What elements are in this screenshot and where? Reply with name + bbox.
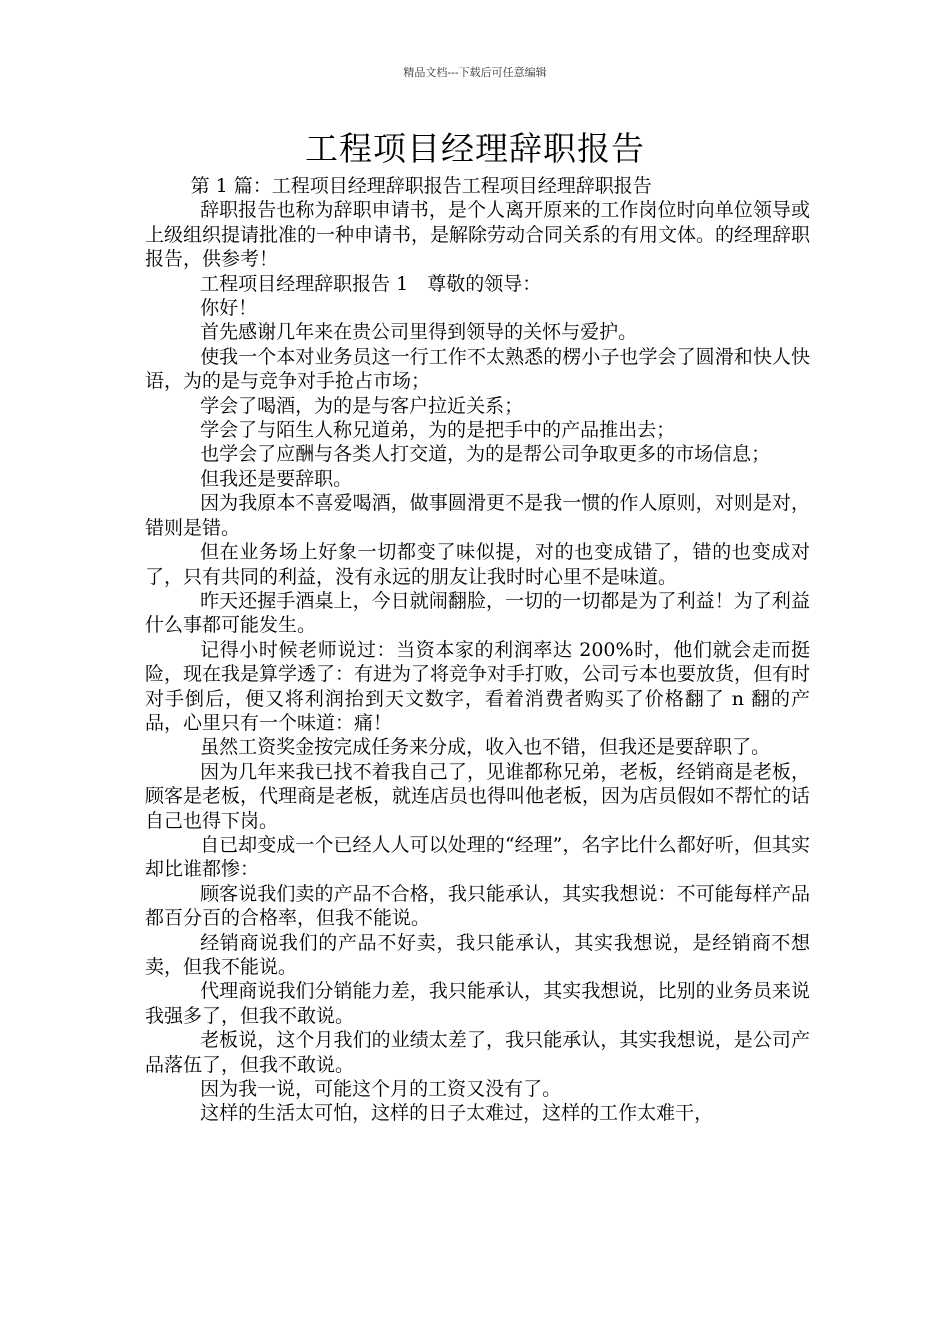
header-note: 精品文档---下载后可任意编辑	[403, 66, 547, 79]
paragraph: 自已却变成一个已经人人可以处理的“经理”，名字比什么都好听，但其实却比谁都惨：	[145, 833, 810, 881]
paragraph: 学会了与陌生人称兄道弟，为的是把手中的产品推出去；	[200, 419, 676, 442]
paragraph: 虽然工资奖金按完成任务来分成，收入也不错，但我还是要辞职了。	[200, 736, 771, 759]
paragraph: 工程项目经理辞职报告 1 尊敬的领导：	[200, 272, 542, 295]
paragraph: 老板说，这个月我们的业绩太差了，我只能承认，其实我想说，是公司产品落伍了，但我不敢说。	[145, 1029, 810, 1076]
paragraph: 因为我一说，可能这个月的工资又没有了。	[200, 1078, 562, 1101]
paragraph: 学会了喝酒，为的是与客户拉近关系；	[200, 394, 524, 417]
paragraph: 经销商说我们的产品不好卖，我只能承认，其实我想说，是经销商不想卖，但我不能说。	[145, 931, 810, 978]
paragraph: 你好！	[200, 297, 258, 320]
document-title: 工程项目经理辞职报告	[305, 129, 645, 168]
paragraph: 但在业务场上好象一切都变了味似提，对的也变成错了，错的也变成对了，只有共同的利益，没有永远的朋友让我时时心里不是味道。	[145, 541, 810, 588]
paragraph: 昨天还握手酒桌上，今日就闹翻脸，一切的一切都是为了利益！为了利益什么事都可能发生。	[145, 589, 810, 637]
paragraph: 辞职报告也称为辞职申请书，是个人离开原来的工作岗位时向单位领导或上级组织提请批准的一种申请书，是解除劳动合同关系的有用文体。的经理辞职报告，供参考！	[145, 199, 811, 271]
paragraph: 因为我原本不喜爱喝酒，做事圆滑更不是我一惯的作人原则，对则是对，错则是错。	[145, 492, 810, 539]
section-heading: 第 1 篇：工程项目经理辞职报告工程项目经理辞职报告	[190, 175, 652, 197]
paragraph: 顾客说我们卖的产品不合格，我只能承认，其实我想说：不可能每样产品都百分百的合格率，但我不能说。	[145, 882, 810, 930]
paragraph: 记得小时候老师说过：当资本家的利润率达 200%时，他们就会走而挺险，现在我是算学透了：有进为了将竞争对手打败，公司亏本也要放货，但有时对手倒后，便又将利润抬到天文数字，看着消费者购买了价格翻了 n 翻的产品，心里只有一个味道：痛！	[145, 638, 811, 734]
document-body	[145, 174, 810, 1126]
paragraph: 因为几年来我已找不着我自己了，见谁都称兄弟，老板，经销商是老板，顾客是老板，代理商是老板，就连店员也得叫他老板，因为店员假如不帮忙的话自己也得下岗。	[145, 760, 811, 832]
paragraph: 但我还是要辞职。	[200, 467, 353, 490]
paragraph: 这样的生活太可怕，这样的日子太难过，这样的工作太难干，	[200, 1102, 714, 1125]
paragraph: 代理商说我们分销能力差，我只能承认，其实我想说，比别的业务员来说我强多了，但我不敢说。	[145, 980, 810, 1027]
paragraph: 使我一个本对业务员这一行工作不太熟悉的楞小子也学会了圆滑和快人快语，为的是与竞争对手抢占市场；	[145, 345, 810, 393]
paragraph: 也学会了应酬与各类人打交道，为的是帮公司争取更多的市场信息；	[200, 443, 771, 466]
paragraph: 首先感谢几年来在贵公司里得到领导的关怀与爱护。	[200, 321, 638, 344]
